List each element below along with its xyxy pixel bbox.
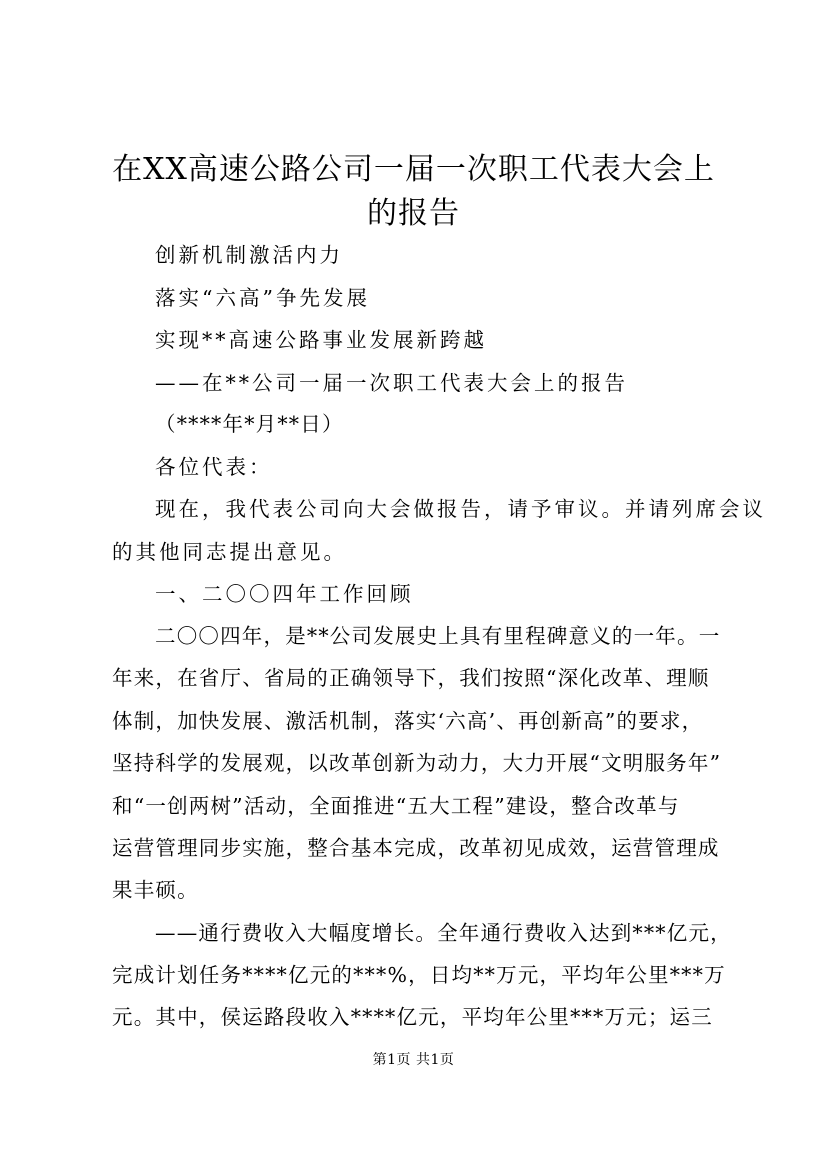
paragraph-2-line-4: 坚持科学的发展观，以改革创新为动力，大力开展“文明服务年” (112, 751, 722, 775)
document-title-line-2: 的报告 (367, 196, 460, 231)
section-1-heading: 一、二〇〇四年工作回顾 (155, 582, 414, 606)
subtitle-2: 落实“六高”争先发展 (155, 286, 370, 310)
paragraph-3-line-1: ——通行费收入大幅度增长。全年通行费收入达到***亿元， (155, 921, 732, 945)
paragraph-2-line-2: 年来，在省厅、省局的正确领导下，我们按照“深化改革、理顺 (112, 666, 710, 690)
paragraph-2-line-1: 二〇〇四年，是**公司发展史上具有里程碑意义的一年。一 (155, 624, 721, 648)
report-date: （****年*月**日） (155, 412, 344, 436)
paragraph-3-line-2: 完成计划任务****亿元的***%，日均**万元，平均年公里***万 (112, 963, 726, 987)
paragraph-1-line-2: 的其他同志提出意见。 (112, 540, 347, 564)
page-footer: 第1页 共1页 (372, 1052, 455, 1068)
paragraph-2-line-5: 和“一创两树”活动，全面推进“五大工程”建设，整合改革与 (112, 794, 680, 818)
paragraph-1-line-1: 现在，我代表公司向大会做报告，请予审议。并请列席会议 (155, 497, 766, 521)
document-title-line-1: 在XX高速公路公司一届一次职工代表大会上 (112, 152, 715, 187)
paragraph-3-line-3: 元。其中，侯运路段收入****亿元，平均年公里***万元；运三 (112, 1005, 713, 1029)
salutation: 各位代表： (155, 455, 273, 479)
subtitle-1: 创新机制激活内力 (155, 243, 343, 267)
paragraph-2-line-6: 运营管理同步实施，整合基本完成，改革初见成效，运营管理成 (112, 836, 720, 860)
subtitle-3: 实现**高速公路事业发展新跨越 (155, 328, 487, 352)
paragraph-2-line-7: 果丰硕。 (112, 878, 199, 902)
subtitle-4: ——在**公司一届一次职工代表大会上的报告 (155, 371, 628, 395)
paragraph-2-line-3: 体制，加快发展、激活机制，落实‘六高’、再创新高”的要求， (112, 709, 704, 733)
